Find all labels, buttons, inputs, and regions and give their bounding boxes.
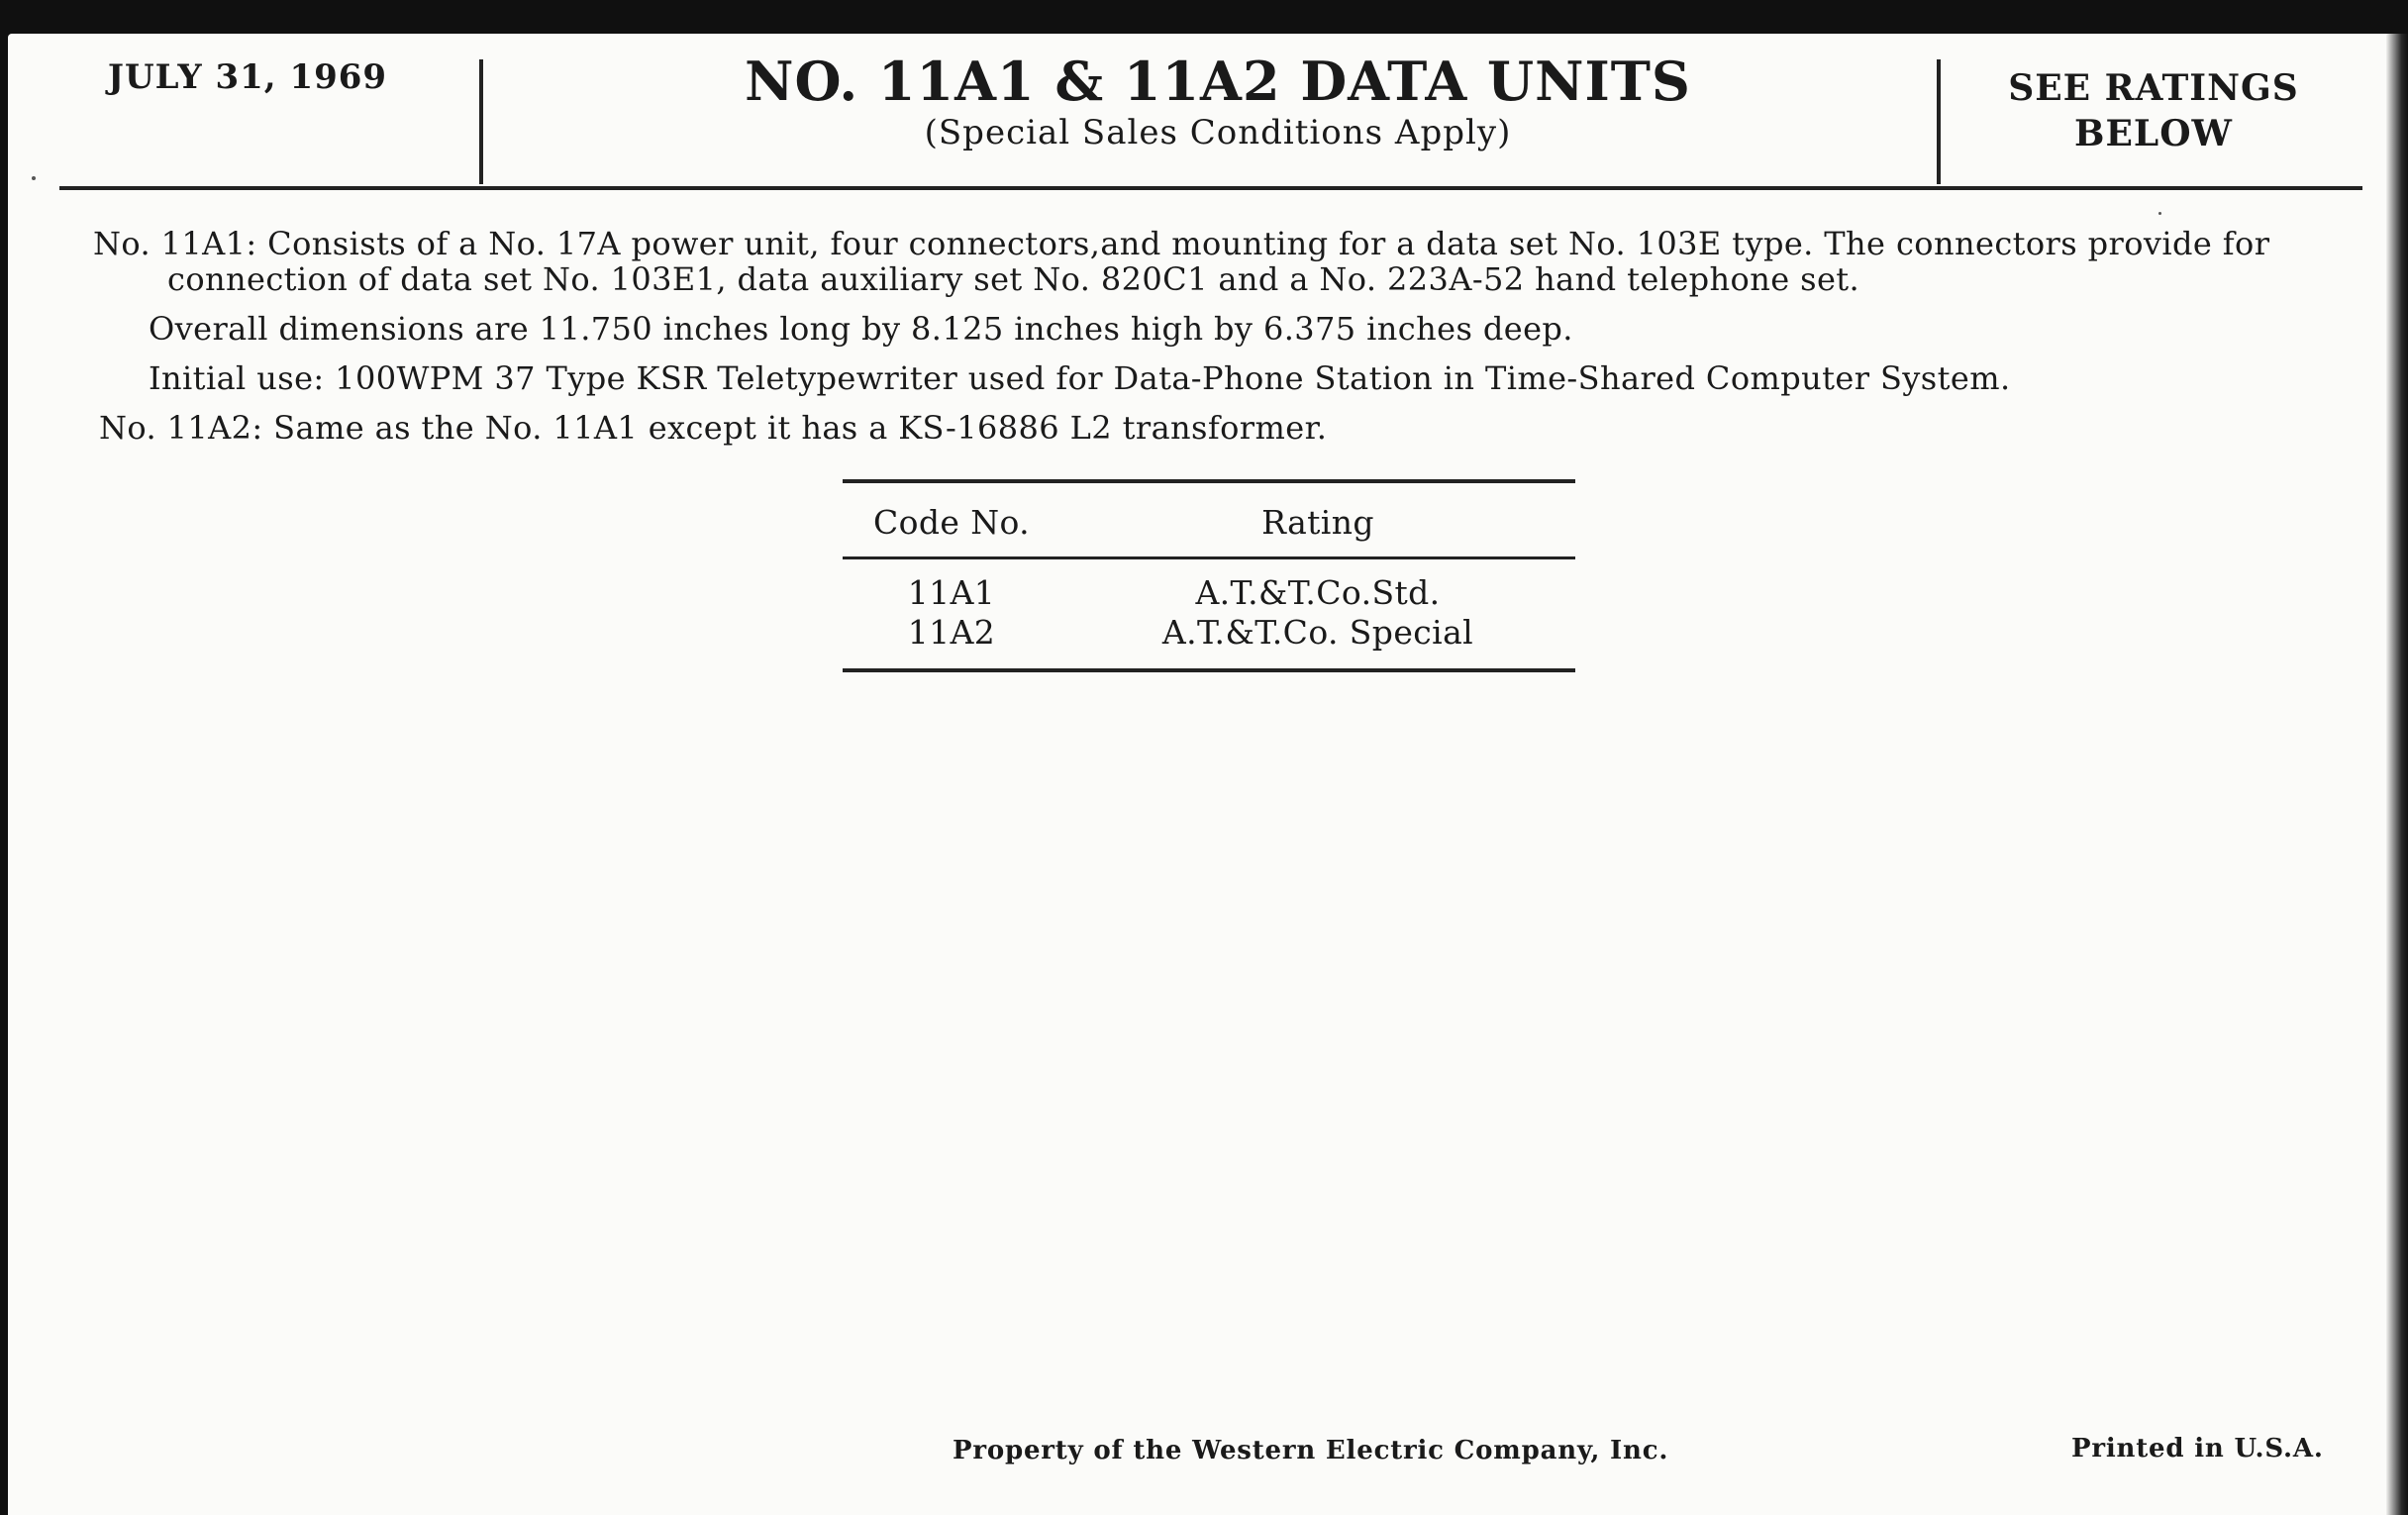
header-rule bbox=[59, 186, 2362, 190]
description-body bbox=[93, 226, 2341, 459]
table-body bbox=[843, 573, 1575, 653]
printed-notice: Printed in U.S.A. bbox=[2071, 1434, 2324, 1464]
header-divider-left bbox=[479, 59, 483, 184]
header-divider-right bbox=[1937, 59, 1941, 184]
paper-speck bbox=[32, 176, 36, 180]
code-cell: 11A1 bbox=[907, 573, 996, 612]
document-subtitle: (Special Sales Conditions Apply) bbox=[924, 113, 1512, 152]
column-header-rating: Rating bbox=[1261, 503, 1374, 542]
ratings-note-line1: SEE RATINGS bbox=[2008, 67, 2299, 109]
document-title-block bbox=[495, 50, 1941, 152]
dimensions-text: Overall dimensions are 11.750 inches long by 8.125 inches high by 6.375 inches deep. bbox=[149, 310, 1573, 348]
rating-cell: A.T.&T.Co.Std. bbox=[1195, 573, 1441, 612]
table-rule-top bbox=[843, 479, 1575, 483]
ratings-note bbox=[1951, 65, 2357, 156]
table-rule-mid bbox=[843, 556, 1575, 559]
property-notice: Property of the Western Electric Company, Inc. bbox=[953, 1436, 1669, 1465]
initial-use-text: Initial use: 100WPM 37 Type KSR Teletypewriter used for Data-Phone Station in Time-Shared Computer System. bbox=[149, 359, 2011, 397]
table-row bbox=[843, 573, 1575, 613]
document-title: NO. 11A1 & 11A2 DATA UNITS bbox=[745, 50, 1691, 113]
description-11a2: No. 11A2: Same as the No. 11A1 except it has a KS-16886 L2 transformer. bbox=[99, 409, 1328, 447]
code-cell: 11A2 bbox=[907, 613, 996, 652]
paper-speck bbox=[2158, 212, 2161, 215]
ratings-note-line2: BELOW bbox=[2074, 113, 2233, 154]
ratings-table bbox=[843, 479, 1575, 672]
table-header-row bbox=[843, 503, 1575, 543]
table-row bbox=[843, 613, 1575, 653]
description-11a1: No. 11A1: Consists of a No. 17A power unit, four connectors,and mounting for a data set No. 103E type. The connectors provide for connection of data set No. 103E1, data auxiliary set No. 820C1 and a No. 223A-52 hand telephone set. bbox=[93, 225, 2270, 298]
table-rule-bottom bbox=[843, 668, 1575, 672]
rating-cell: A.T.&T.Co. Special bbox=[1161, 613, 1474, 652]
card-edge-shadow bbox=[2386, 34, 2408, 1515]
document-date: JULY 31, 1969 bbox=[107, 57, 388, 97]
column-header-code: Code No. bbox=[872, 503, 1031, 542]
